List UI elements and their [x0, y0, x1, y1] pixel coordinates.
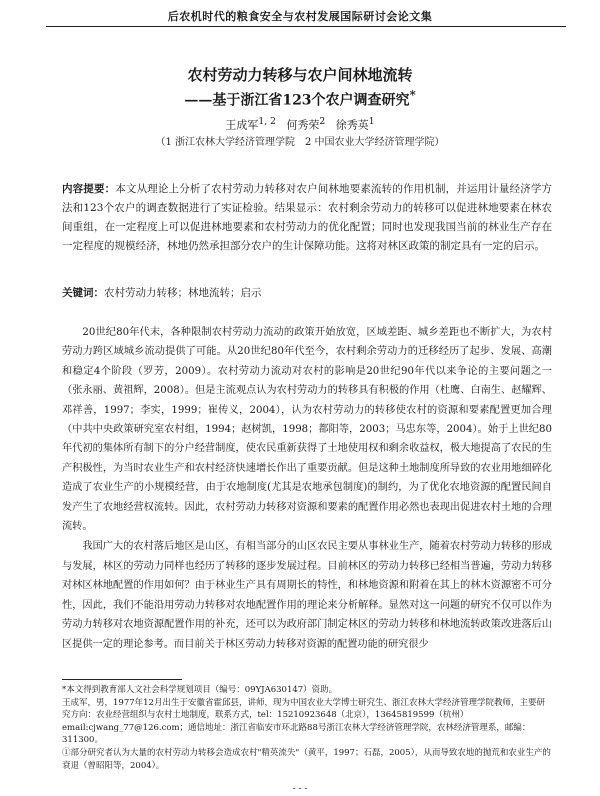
keywords-text: 农村劳动力转移；林地流转；启示	[104, 287, 262, 299]
abstract-label: 内容提要：	[62, 183, 116, 195]
subtitle-text: ——基于浙江省123个农户调查研究	[184, 92, 410, 109]
author-name: 王成军	[225, 118, 259, 132]
footnote: ①部分研究者认为大量的农村劳动力转移会造成农村"精英流失"（黄平，1997；石磊，2005），从而导致农地的抛荒和农业生产的衰退（曾昭阳等，2004）。	[62, 747, 551, 771]
author-affiliation-mark: 1, 2	[258, 116, 276, 127]
paper-subtitle	[0, 88, 600, 110]
keywords	[62, 285, 552, 300]
body-paragraph: 我国广大的农村落后地区是山区，有相当部分的山区农民主要从事林业生产，随着农村劳动力转移的形成与发展，林区的劳动力同样也经历了转移的逐步发展过程。目前林区的劳动力转移已经相当普遍，劳动力转移对林区林地配置的作用如何？由于林业生产具有周期长的特性，和林地资源和附着在其上的林木资源密不可分性，因此，我们不能沿用劳动力转移对农地配置作用的理论来分析解释。显然对这一问题的研究不仅可以作为劳动力转移对农地资源配置作用的补充，还可以为政府部门制定林区的劳动力转移和林地流转政策改进落后山区提供一定的理论参考。而目前关于林区劳动力转移对资源的配置功能的研究很少	[62, 541, 552, 650]
body-text	[62, 323, 552, 654]
abstract-text: 本文从理论上分析了农村劳动力转移对农户间林地要素流转的作用机制，并运用计量经济学方法和123个农户的调查数据进行了实证检验。结果显示：农村剩余劳动力的转移可以促进林地要素在林农间重组，在一定程度上可以促进林地要素和农村劳动力的优化配置；同时也发现我国当前的林业生产存在一定程度的规模经济，林地仍然承担部分农户的生计保障功能。这将对林区政策的制定具有一定的启示。	[62, 183, 553, 252]
page-number: - - -	[292, 784, 308, 794]
footnote: *本文得到教育部人文社会科学规划项目（编号：09YJA630147）资助。	[62, 685, 338, 695]
keywords-label: 关键词：	[62, 287, 104, 299]
header-rule	[46, 26, 566, 27]
affiliations: （1 浙江农林大学经济管理学院 2 中国农业大学经济管理学院）	[155, 137, 445, 148]
author-name: 何秀荣	[286, 118, 320, 132]
footnotes	[62, 684, 552, 772]
author-name: 徐秀英	[335, 118, 369, 132]
abstract	[62, 180, 552, 256]
author-list	[0, 116, 600, 133]
running-header: 后农机时代的粮食安全与农村发展国际研讨会论文集	[167, 10, 433, 23]
paper-title: 农村劳动力转移与农户间林地流转	[187, 66, 413, 84]
footnote: 王成军，男，1977年12月出生于安徽省霍邱县，讲师，现为中国农业大学博士研究生、浙江农林大学经济管理学院教师，主要研究方向：农业经营组织与农村土地制度，联系方式，tel：15210923648（北京），13645819599（杭州）email:cjwang_77@126.com；通信地址：浙江省临安市环北路88号浙江农林大学经济管理学院，农林经济管理系，邮编：311300。	[62, 697, 545, 746]
footnote-rule	[62, 679, 182, 680]
subtitle-footnote-mark: *	[409, 88, 416, 102]
author-affiliation-mark: 2	[319, 116, 326, 127]
body-paragraph: 20世纪80年代末，各种限制农村劳动力流动的政策开始放宽，区域差距、城乡差距也不断扩大，为农村劳动力跨区域城乡流动提供了可能。从20世纪80年代至今，农村剩余劳动力的迁移经历了起步、发展、高潮和稳定4个阶段（罗芳，2009）。农村劳动力流动对农村的影响是20世纪90年代以来争论的主要问题之一（张永丽、黄祖辉，2008）。但是主流观点认为农村劳动力的转移具有积极的作用（杜鹰、白南生、赵耀辉、邓祥善，1997；李实，1999；崔传义，2004），认为农村劳动力的转移使农村的资源和要素配置更加合理（中共中央政策研究室农村组，1994；赵树凯，1998；都阳等，2003；马忠东等，2004）。始于上世纪80年代初的集体所有制下的分户经营制度，使农民重新获得了土地使用权和剩余收益权，极大地提高了农民的生产积极性，为当时农业生产和农村经济快速增长作出了重要贡献。但是这种土地制度所导致的农业用地细碎化造成了农业生产的小规模经营，由于农地制度(尤其是农地承包制度)的制约，为了优化农地资源的配置民间自发产生了农地经营权流转。因此，农村劳动力转移对资源和要素的配置作用必然也表现出促进农村土地的合理流转。	[62, 327, 552, 533]
author-affiliation-mark: 1	[368, 116, 375, 127]
